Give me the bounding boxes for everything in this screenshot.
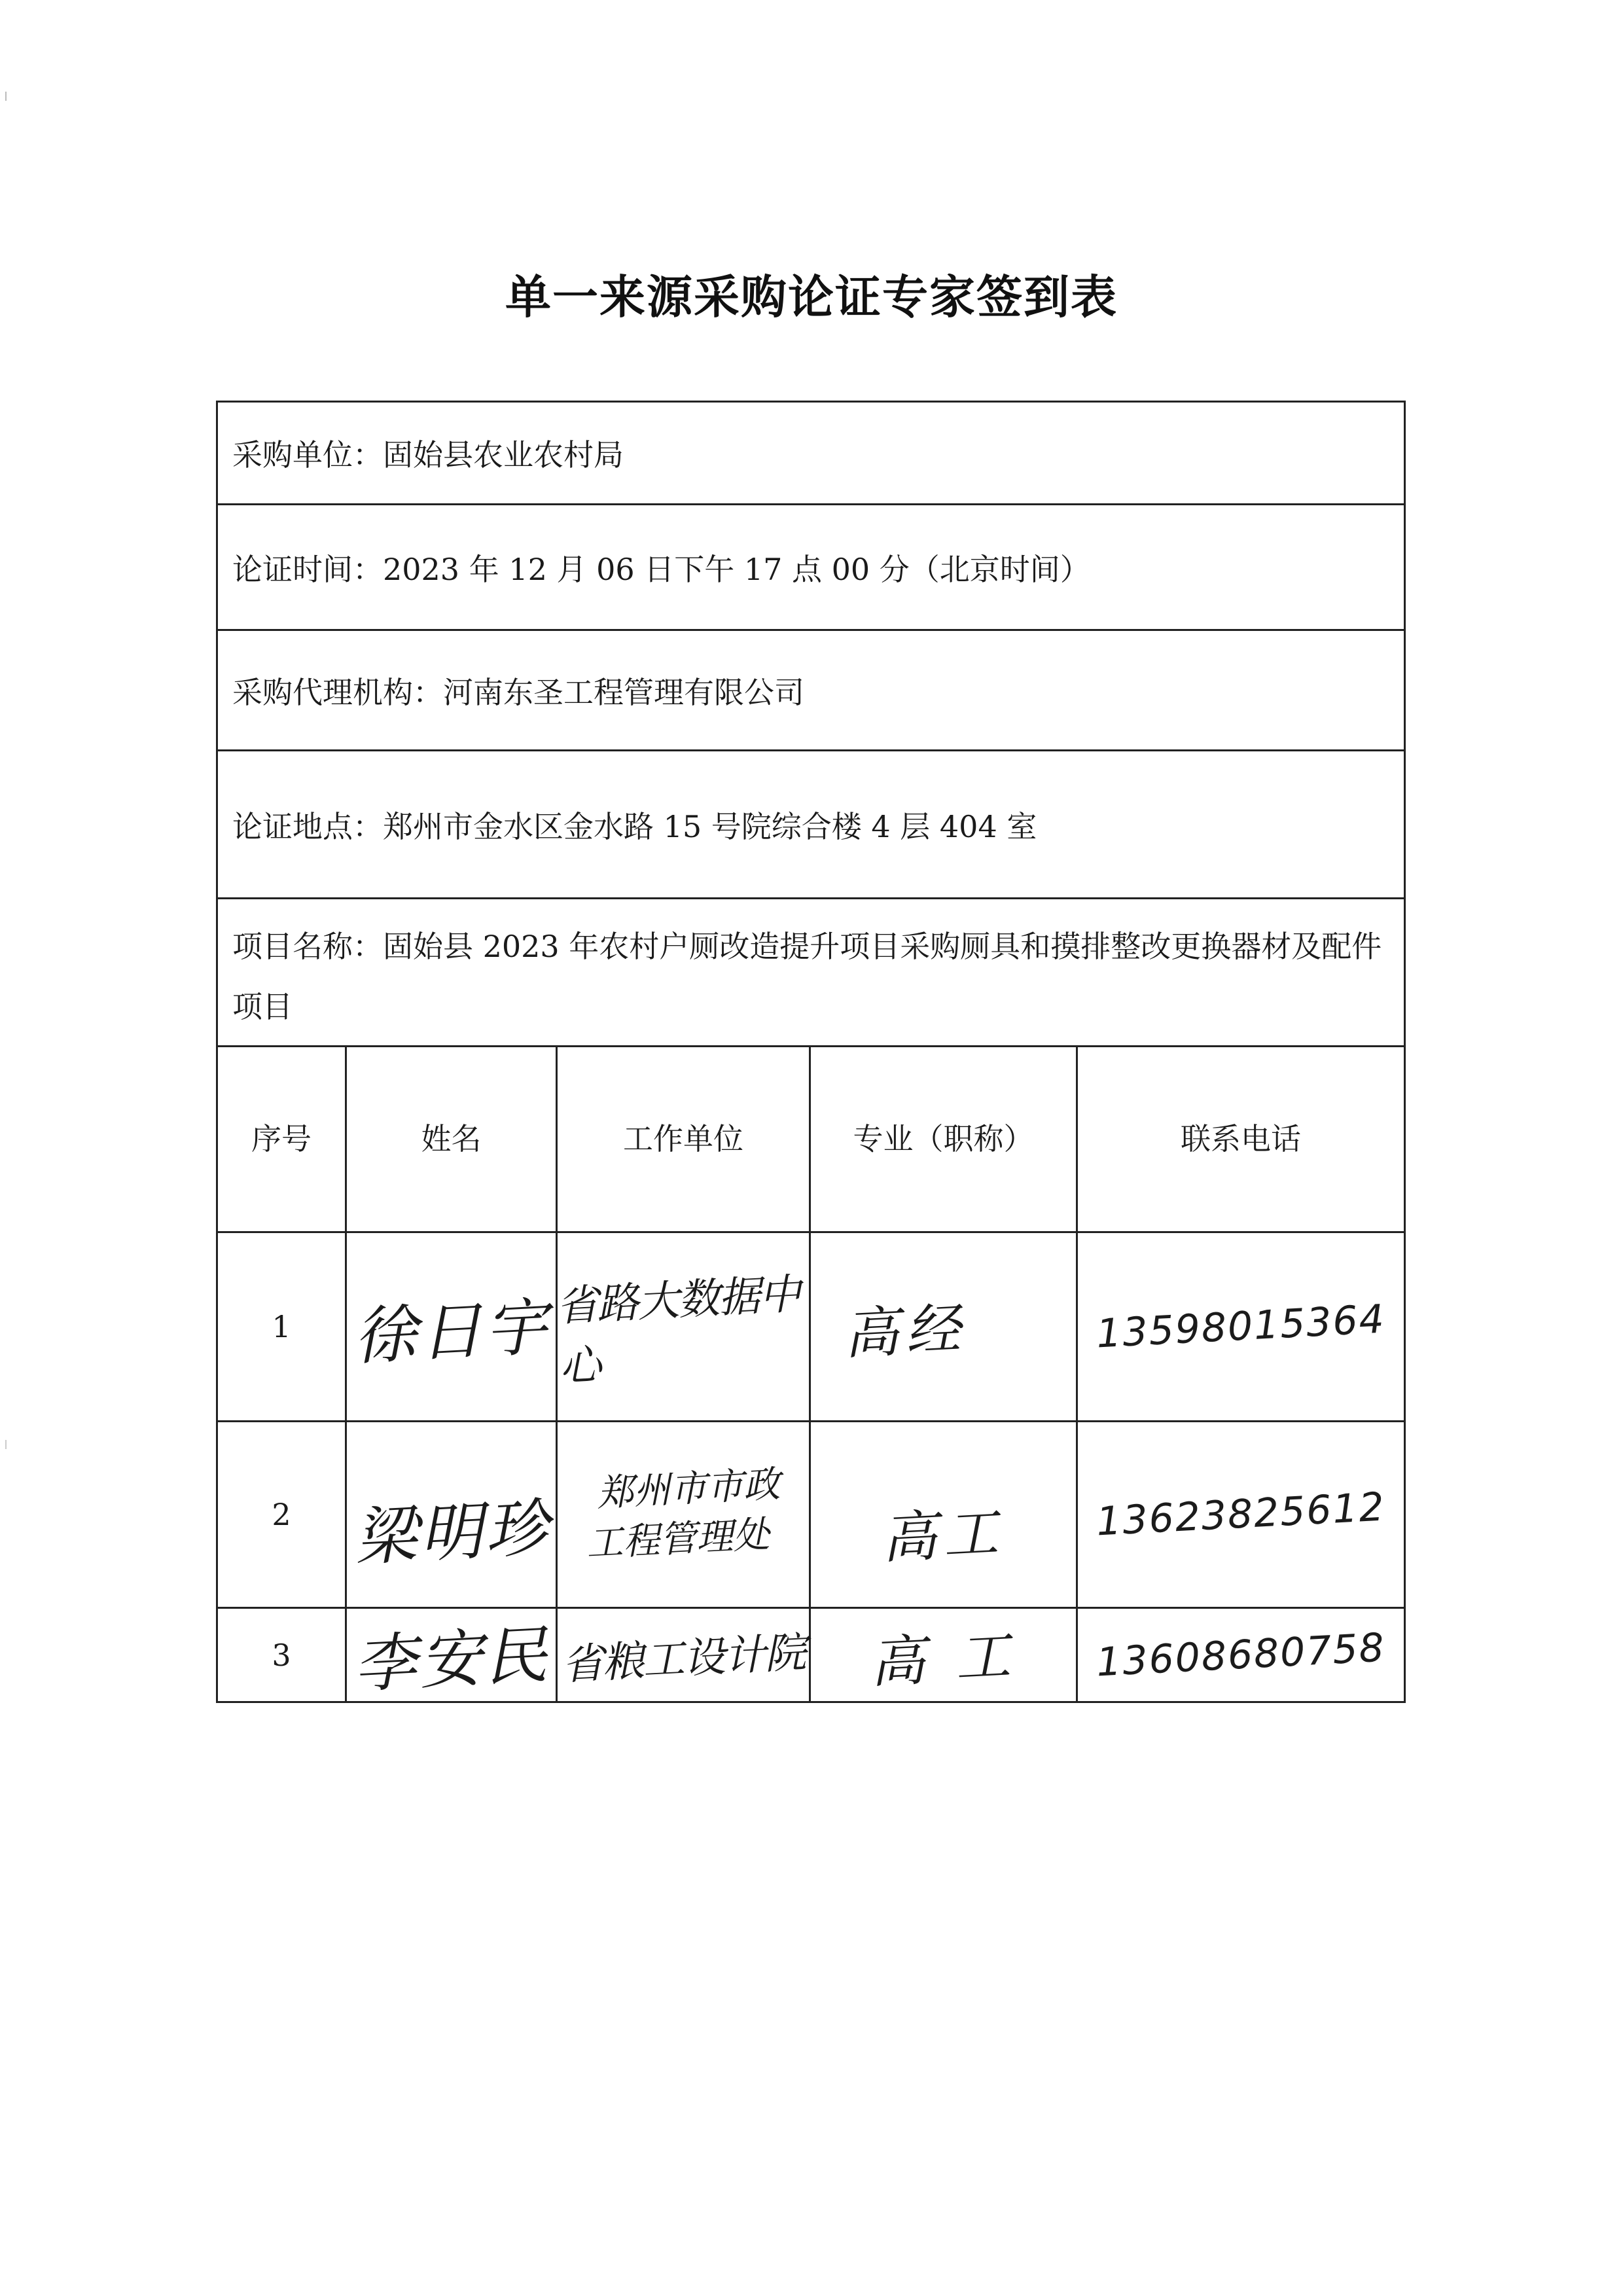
time-row bbox=[218, 505, 1404, 631]
row-1-phone bbox=[1078, 1233, 1404, 1422]
handwritten-unit-line-1: 郑州市市政 bbox=[596, 1463, 781, 1516]
location-value: 郑州市金水区金水路 15 号院综合楼 4 层 404 室 bbox=[383, 808, 1037, 844]
handwritten-unit: 省路大数据中心 bbox=[555, 1270, 801, 1391]
location-label: 论证地点： bbox=[232, 808, 383, 844]
sign-in-form bbox=[216, 401, 1406, 1703]
handwritten-title: 高经 bbox=[842, 1295, 969, 1367]
handwritten-name: 李安民 bbox=[351, 1618, 552, 1702]
project-row bbox=[218, 899, 1404, 1047]
row-1-no: 1 bbox=[218, 1233, 347, 1422]
row-1-unit bbox=[555, 1233, 811, 1422]
handwritten-title: 高工 bbox=[880, 1499, 1007, 1571]
row-1-name-signature bbox=[347, 1233, 558, 1422]
project-value: 固始县 2023 年农村户厕改造提升项目采购厕具和摸排整改更换器材及配件项目 bbox=[232, 929, 1382, 1024]
handwritten-phone: 13623825612 bbox=[1095, 1484, 1387, 1545]
row-2-phone bbox=[1078, 1422, 1404, 1609]
handwritten-name: 徐日宇 bbox=[351, 1289, 552, 1374]
handwritten-phone: 13608680758 bbox=[1095, 1624, 1387, 1686]
purchaser-value: 固始县农业农村局 bbox=[383, 437, 624, 473]
row-3-name-signature bbox=[347, 1609, 558, 1701]
time-label: 论证时间： bbox=[232, 551, 383, 587]
purchaser-row bbox=[218, 403, 1404, 505]
header-title: 专业（职称） bbox=[811, 1047, 1078, 1233]
handwritten-unit-line-2: 工程管理处 bbox=[585, 1513, 771, 1566]
time-value: 2023 年 12 月 06 日下午 17 点 00 分（北京时间） bbox=[383, 551, 1090, 587]
agency-value: 河南东圣工程管理有限公司 bbox=[443, 674, 804, 710]
scan-margin-mark bbox=[5, 1440, 7, 1449]
row-3-phone bbox=[1078, 1609, 1404, 1701]
header-name: 姓名 bbox=[347, 1047, 558, 1233]
row-3-no: 3 bbox=[218, 1609, 347, 1701]
header-unit: 工作单位 bbox=[558, 1047, 811, 1233]
row-3-unit bbox=[558, 1609, 811, 1701]
scan-margin-mark bbox=[5, 92, 7, 101]
handwritten-name: 梁明珍 bbox=[352, 1490, 552, 1575]
handwritten-title: 高 工 bbox=[868, 1623, 1019, 1695]
row-1-title bbox=[811, 1233, 1078, 1422]
row-2-title bbox=[811, 1422, 1078, 1609]
row-3-title bbox=[811, 1609, 1078, 1701]
header-phone: 联系电话 bbox=[1078, 1047, 1404, 1233]
row-2-name-signature bbox=[347, 1422, 558, 1609]
location-row bbox=[218, 751, 1404, 899]
row-2-unit bbox=[558, 1422, 811, 1609]
handwritten-phone: 13598015364 bbox=[1095, 1296, 1387, 1357]
agency-row bbox=[218, 631, 1404, 751]
row-2-no: 2 bbox=[218, 1422, 347, 1609]
purchaser-label: 采购单位： bbox=[232, 437, 383, 473]
page-title: 单一来源采购论证专家签到表 bbox=[505, 270, 1118, 324]
header-no: 序号 bbox=[218, 1047, 347, 1233]
project-label: 项目名称： bbox=[232, 929, 383, 964]
handwritten-unit bbox=[582, 1460, 784, 1570]
handwritten-unit: 省粮工设计院 bbox=[560, 1628, 806, 1690]
agency-label: 采购代理机构： bbox=[232, 674, 443, 710]
